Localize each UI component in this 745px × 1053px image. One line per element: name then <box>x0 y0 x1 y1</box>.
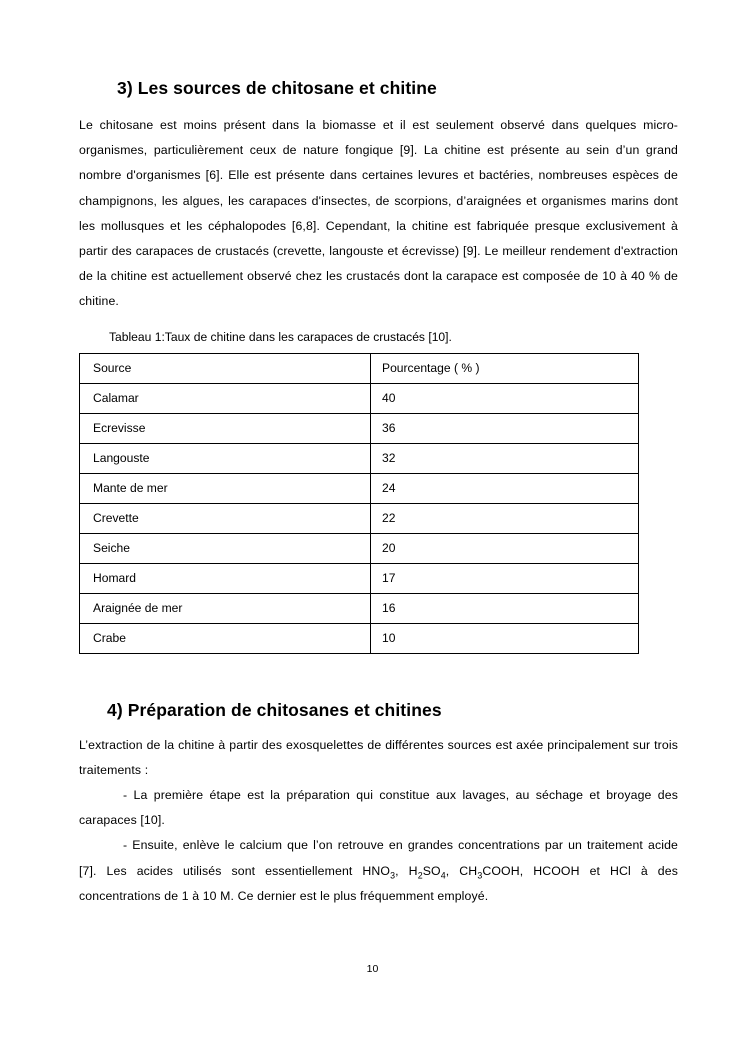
table-row <box>80 593 639 623</box>
vertical-spacer <box>79 654 678 700</box>
section-3-paragraph: Le chitosane est moins présent dans la biomasse et il est seulement observé dans quelques micro-organismes, particulièrement ceux de nature fongique [9]. La chitine est présente au sein d’un grand nombre d'organismes [6]. Elle est présente dans certaines levures et bactéries, nombreuses espèces de champignons, les algues, les carapaces d'insectes, de scorpions, d’araignées et organismes marins dont les mollusques et les céphalopodes [6,8]. Cependant, la chitine est fabriquée presque exclusivement à partir des carapaces de crustacés (crevette, langouste et écrevisse) [9]. Le meilleur rendement d'extraction de la chitine est actuellement observé chez les crustacés dont la carapace est composée de 10 à 40 % de chitine. <box>79 118 678 309</box>
table-header-source: Source <box>80 353 371 383</box>
subscript-3-ch3cooh: 3 <box>477 870 483 881</box>
table-row <box>80 473 639 503</box>
table-cell-source: Homard <box>80 563 371 593</box>
table-row <box>80 503 639 533</box>
table-cell-source: Araignée de mer <box>80 593 371 623</box>
section-4-paragraph-2: - La première étape est la préparation qui constitue aux lavages, au séchage et broyage des carapaces [10]. <box>79 787 678 828</box>
table-cell-source: Calamar <box>80 383 371 413</box>
section-3-heading: 3) Les sources de chitosane et chitine <box>117 78 437 98</box>
paragraph-3-text-part-5: COOH, HCOOH et HCl à des concentrations de 1 à 10 M. Ce dernier est le plus fréquemment employé. <box>79 863 678 904</box>
subscript-3-hno3: 3 <box>390 870 396 881</box>
subscript-2-h2so4: 2 <box>417 870 423 881</box>
table-cell-percentage: 32 <box>371 443 639 473</box>
table-header-percentage: Pourcentage ( % ) <box>371 353 639 383</box>
table-cell-percentage: 17 <box>371 563 639 593</box>
section-4-paragraph-1: L’extraction de la chitine à partir des exosquelettes de différentes sources est axée principalement sur trois traitements : <box>79 737 678 777</box>
table-cell-percentage: 10 <box>371 623 639 653</box>
table-caption: Tableau 1:Taux de chitine dans les carapaces de crustacés [10]. <box>109 329 452 344</box>
subscript-4-h2so4: 4 <box>440 870 446 881</box>
table-cell-source: Seiche <box>80 533 371 563</box>
table-row <box>80 413 639 443</box>
paragraph-3-text-part-3: SO <box>422 863 441 878</box>
table-cell-source: Crevette <box>80 503 371 533</box>
section-4-paragraph-3 <box>79 833 678 909</box>
table-cell-source: Langouste <box>80 443 371 473</box>
paragraph-3-text-part-1: - Ensuite, enlève le calcium que l’on retrouve en grandes concentrations par un traitement acide [7]. Les acides utilisés sont essentiellement HNO <box>79 838 678 878</box>
paragraph-3-text-part-2: , H <box>395 863 418 878</box>
table-row <box>80 533 639 563</box>
table-row <box>80 383 639 413</box>
table-cell-percentage: 20 <box>371 533 639 563</box>
table-cell-percentage: 24 <box>371 473 639 503</box>
table-cell-percentage: 36 <box>371 413 639 443</box>
paragraph-3-text-part-4: , CH <box>445 863 478 878</box>
table-cell-percentage: 40 <box>371 383 639 413</box>
table-cell-percentage: 16 <box>371 593 639 623</box>
section-4-heading: 4) Préparation de chitosanes et chitines <box>107 699 442 720</box>
table-cell-source: Ecrevisse <box>80 413 371 443</box>
table-row <box>80 563 639 593</box>
chitin-percentage-table <box>79 353 639 654</box>
page-number: 10 <box>366 963 379 975</box>
table-cell-source: Crabe <box>80 623 371 653</box>
table-cell-source: Mante de mer <box>80 473 371 503</box>
table-row <box>80 623 639 653</box>
table-cell-percentage: 22 <box>371 503 639 533</box>
table-row <box>80 443 639 473</box>
table-header-row <box>80 353 639 383</box>
